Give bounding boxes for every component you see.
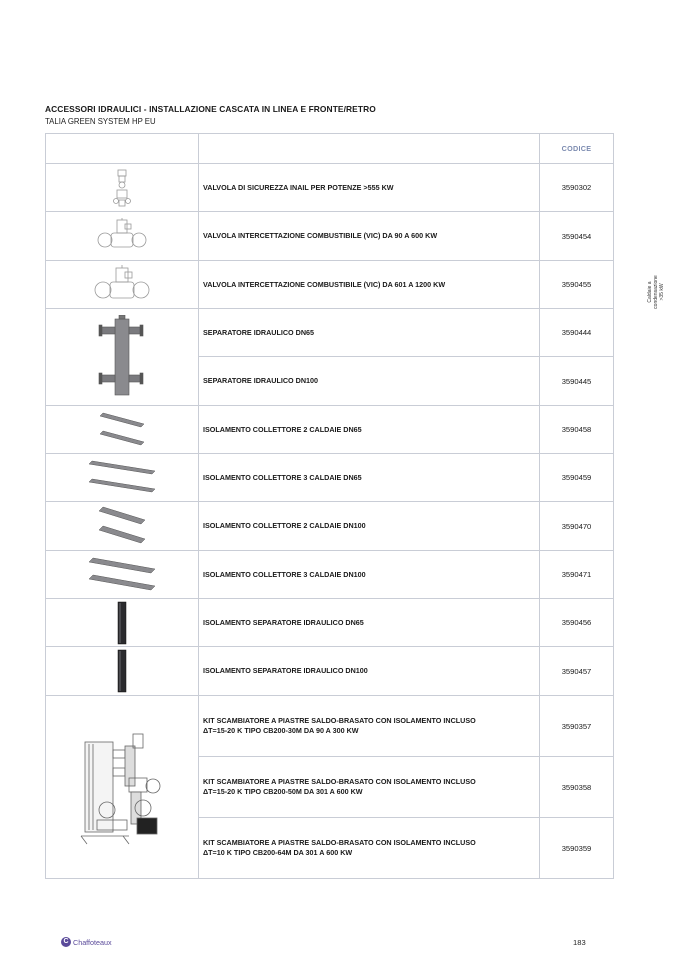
side-tab-line3: >35 kW — [659, 283, 665, 301]
product-image-cell — [46, 647, 199, 696]
table-row — [46, 261, 614, 309]
product-image-cell — [46, 406, 199, 454]
side-tab-line1: Caldaie a — [647, 281, 653, 303]
product-description: ISOLAMENTO SEPARATORE IDRAULICO DN65 — [199, 599, 540, 647]
header-description-cell — [199, 134, 540, 164]
product-code: 3590456 — [540, 599, 614, 647]
product-description — [199, 818, 540, 879]
product-code: 3590459 — [540, 454, 614, 502]
side-tab-line2: condensazione — [653, 275, 659, 309]
product-code: 3590357 — [540, 696, 614, 757]
product-description: ISOLAMENTO COLLETTORE 3 CALDAIE DN65 — [199, 454, 540, 502]
product-code: 3590457 — [540, 647, 614, 696]
fuel-valve-icon — [94, 264, 150, 306]
table-row — [46, 406, 614, 454]
collector-insulation-icon — [96, 505, 148, 547]
table-row — [46, 212, 614, 261]
collector-insulation-icon — [87, 555, 157, 595]
heat-exchanger-kit-icon — [77, 728, 167, 846]
product-code: 3590445 — [540, 357, 614, 406]
brand-logo — [61, 937, 112, 947]
product-description: VALVOLA INTERCETTAZIONE COMBUSTIBILE (VIC) DA 90 A 600 KW — [199, 212, 540, 261]
description-line: KIT SCAMBIATORE A PIASTRE SALDO-BRASATO CON ISOLAMENTO INCLUSO — [203, 777, 476, 786]
page-subtitle: TALIA GREEN SYSTEM HP EU — [45, 117, 156, 126]
product-description — [199, 757, 540, 818]
table-row — [46, 309, 614, 357]
product-image-cell — [46, 454, 199, 502]
side-tab — [645, 272, 667, 312]
product-image-cell — [46, 164, 199, 212]
product-description: VALVOLA INTERCETTAZIONE COMBUSTIBILE (VIC) DA 601 A 1200 KW — [199, 261, 540, 309]
product-code: 3590454 — [540, 212, 614, 261]
table-row — [46, 599, 614, 647]
description-line: KIT SCAMBIATORE A PIASTRE SALDO-BRASATO CON ISOLAMENTO INCLUSO — [203, 716, 476, 725]
product-image-cell — [46, 502, 199, 551]
table-row — [46, 696, 614, 757]
product-description: ISOLAMENTO COLLETTORE 2 CALDAIE DN65 — [199, 406, 540, 454]
collector-insulation-icon — [87, 458, 157, 498]
product-description: SEPARATORE IDRAULICO DN65 — [199, 309, 540, 357]
description-line: ΔT=10 K TIPO CB200-64M DA 301 A 600 KW — [203, 848, 353, 857]
description-line: ΔT=15-20 K TIPO CB200-30M DA 90 A 300 KW — [203, 726, 359, 735]
accessories-table — [45, 133, 614, 879]
product-code: 3590455 — [540, 261, 614, 309]
product-code: 3590470 — [540, 502, 614, 551]
product-image-cell — [46, 261, 199, 309]
product-code: 3590358 — [540, 757, 614, 818]
table-row — [46, 454, 614, 502]
page-number: 183 — [573, 938, 586, 947]
product-description: ISOLAMENTO COLLETTORE 2 CALDAIE DN100 — [199, 502, 540, 551]
product-code: 3590471 — [540, 551, 614, 599]
product-description: ISOLAMENTO SEPARATORE IDRAULICO DN100 — [199, 647, 540, 696]
collector-insulation-icon — [97, 410, 147, 450]
product-code: 3590458 — [540, 406, 614, 454]
product-description: ISOLAMENTO COLLETTORE 3 CALDAIE DN100 — [199, 551, 540, 599]
separator-insulation-icon — [116, 601, 128, 645]
page-title: ACCESSORI IDRAULICI - INSTALLAZIONE CASCATA IN LINEA E FRONTE/RETRO — [45, 104, 376, 114]
product-image-cell — [46, 696, 199, 879]
table-header-row — [46, 134, 614, 164]
product-image-cell — [46, 551, 199, 599]
logo-text: Chaffoteaux — [73, 937, 112, 947]
product-image-cell — [46, 212, 199, 261]
table-row — [46, 647, 614, 696]
logo-icon: C — [61, 937, 71, 947]
product-image-cell — [46, 309, 199, 406]
description-line: ΔT=15-20 K TIPO CB200-50M DA 301 A 600 KW — [203, 787, 363, 796]
table-row — [46, 164, 614, 212]
product-description: VALVOLA DI SICUREZZA INAIL PER POTENZE >555 KW — [199, 164, 540, 212]
code-column-header: CODICE — [540, 134, 614, 164]
safety-valve-icon — [107, 168, 137, 208]
description-line: KIT SCAMBIATORE A PIASTRE SALDO-BRASATO CON ISOLAMENTO INCLUSO — [203, 838, 476, 847]
header-image-cell — [46, 134, 199, 164]
fuel-valve-icon — [97, 216, 147, 256]
product-description: SEPARATORE IDRAULICO DN100 — [199, 357, 540, 406]
table-row — [46, 551, 614, 599]
product-description — [199, 696, 540, 757]
table-row — [46, 502, 614, 551]
separator-insulation-icon — [116, 649, 128, 693]
product-code: 3590302 — [540, 164, 614, 212]
product-code: 3590444 — [540, 309, 614, 357]
product-image-cell — [46, 599, 199, 647]
hydraulic-separator-icon — [97, 315, 147, 399]
product-code: 3590359 — [540, 818, 614, 879]
